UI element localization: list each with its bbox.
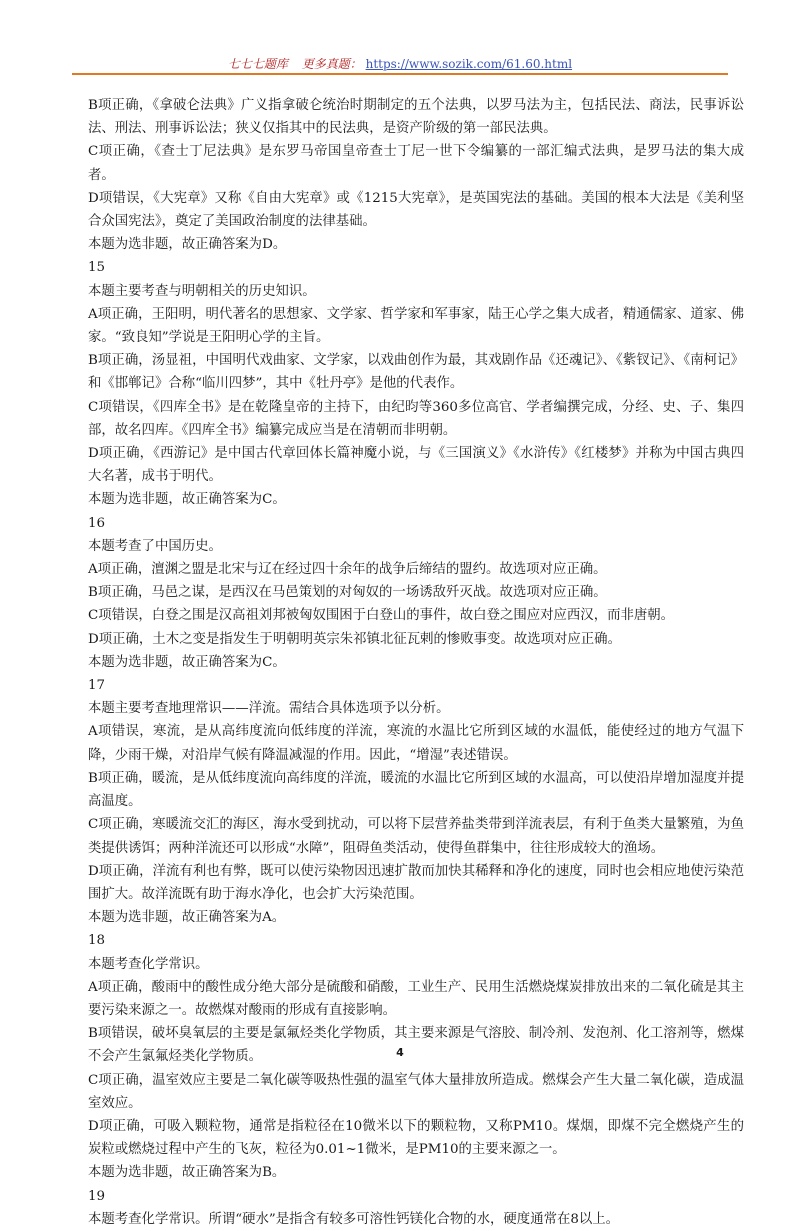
paragraph: D项正确，可吸入颗粒物，通常是指粒径在10微米以下的颗粒物，又称PM10。煤烟，即煤不完全燃烧产生的炭粒或燃烧过程中产生的飞灰，粒径为0.01~1微米，是PM10的主要来源之一。 [88, 1118, 744, 1158]
paragraph: B项正确，《拿破仑法典》广义指拿破仑统治时期制定的五个法典，以罗马法为主，包括民法、商法，民事诉讼法、刑法、刑事诉讼法；狭义仅指其中的民法典，是资产阶级的第一部民法典。 [88, 98, 744, 137]
paragraph: B项正确，马邑之谋，是西汉在马邑策划的对匈奴的一场诱敌歼灭战。故选项对应正确。 [88, 585, 607, 601]
paragraph: A项正确，酸雨中的酸性成分绝大部分是硫酸和硝酸，工业生产、民用生活燃烧煤炭排放出来的二氧化硫是其主要污染来源之一。故燃煤对酸雨的形成有直接影响。 [88, 979, 744, 1018]
paragraph: 本题考查化学常识。 [88, 956, 209, 972]
site-name: 七七七题库 [227, 57, 288, 71]
page-number: 4 [396, 1046, 404, 1059]
paragraph: 本题主要考查与明朝相关的历史知识。 [88, 283, 316, 299]
paragraph: C项正确，寒暖流交汇的海区，海水受到扰动，可以将下层营养盐类带到洋流表层，有利于鱼类大量繁殖，为鱼类提供诱饵；两种洋流还可以形成“水障”，阻碍鱼类活动，使得鱼群集中，往往形成较大的渔场。 [88, 817, 744, 856]
paragraph: C项正确，《查士丁尼法典》是东罗马帝国皇帝查士丁尼一世下令编纂的一部汇编式法典，是罗马法的集大成者。 [88, 144, 744, 183]
paragraph: B项正确，暖流，是从低纬度流向高纬度的洋流，暖流的水温比它所到区域的水温高，可以使沿岸增加湿度并提高温度。 [88, 770, 744, 810]
paragraph: D项错误，《大宪章》又称《自由大宪章》或《1215大宪章》，是英国宪法的基础。美国的根本大法是《美利坚合众国宪法》，奠定了美国政治制度的法律基础。 [88, 190, 744, 230]
paragraph: B项正确，汤显祖，中国明代戏曲家、文学家，以戏曲创作为最，其戏剧作品《还魂记》、《紫钗记》、《南柯记》和《邯郸记》合称“临川四梦”，其中《牡丹亭》是他的代表作。 [88, 353, 744, 392]
answer-line: 本题为选非题，故正确答案为A。 [88, 910, 286, 926]
paragraph: 本题主要考查地理常识——洋流。需结合具体选项予以分析。 [88, 701, 450, 717]
answer-line: 本题为选非题，故正确答案为B。 [88, 1165, 286, 1181]
paragraph: C项错误，白登之围是汉高祖刘邦被匈奴围困于白登山的事件，故白登之围应对应西汉，而非唐朝。 [88, 608, 675, 624]
question-number: 16 [88, 515, 106, 531]
search-label: 更多真题： [301, 57, 362, 71]
paragraph: D项正确，土木之变是指发生于明朝明英宗朱祁镇北征瓦剌的惨败事变。故选项对应正确。 [88, 631, 621, 647]
answer-line: 本题为选非题，故正确答案为C。 [88, 492, 286, 508]
answer-line: 本题为选非题，故正确答案为D。 [88, 237, 287, 253]
source-link[interactable]: https://www.sozik.com/61.60.html [365, 57, 573, 71]
paragraph: D项正确，《西游记》是中国古代章回体长篇神魔小说，与《三国演义》《水浒传》《红楼梦》并称为中国古典四大名著，成书于明代。 [88, 446, 744, 485]
paragraph: C项错误，《四库全书》是在乾隆皇帝的主持下，由纪昀等360多位高官、学者编撰完成，分经、史、子、集四部，故名四库。《四库全书》编纂完成应当是在清朝而非明朝。 [88, 399, 744, 438]
question-number: 17 [88, 678, 106, 694]
paragraph: A项正确，澶渊之盟是北宋与辽在经过四十余年的战争后缔结的盟约。故选项对应正确。 [88, 562, 607, 578]
paragraph: A项错误，寒流，是从高纬度流向低纬度的洋流，寒流的水温比它所到区域的水温低，能使经过的地方气温下降，少雨干燥，对沿岸气候有降温减湿的作用。因此，“增湿”表述错误。 [88, 724, 744, 763]
paragraph: D项正确，洋流有利也有弊，既可以使污染物因迅速扩散而加快其稀释和净化的速度，同时也会相应地使污染范围扩大。故洋流既有助于海水净化，也会扩大污染范围。 [88, 863, 744, 902]
question-number: 19 [88, 1188, 106, 1204]
answer-line: 本题为选非题，故正确答案为C。 [88, 654, 286, 670]
page-body [88, 94, 744, 1231]
paragraph: B项错误，破坏臭氧层的主要是氯氟烃类化学物质，其主要来源是气溶胶、制冷剂、发泡剂、化工溶剂等，燃煤不会产生氯氟烃类化学物质。 [88, 1026, 744, 1065]
paragraph: C项正确，温室效应主要是二氧化碳等吸热性强的温室气体大量排放所造成。燃煤会产生大量二氧化碳，造成温室效应。 [88, 1072, 744, 1111]
header-divider [72, 73, 728, 75]
question-number: 18 [88, 933, 106, 949]
page-header [72, 56, 728, 72]
paragraph: 本题考查了中国历史。 [88, 538, 222, 554]
paragraph: 本题考查化学常识。所谓“硬水”是指含有较多可溶性钙镁化合物的水，硬度通常在8以上。 [88, 1211, 620, 1227]
paragraph: A项正确，王阳明，明代著名的思想家、文学家、哲学家和军事家，陆王心学之集大成者，精通儒家、道家、佛家。“致良知”学说是王阳明心学的主旨。 [88, 306, 744, 346]
question-number: 15 [88, 260, 106, 276]
